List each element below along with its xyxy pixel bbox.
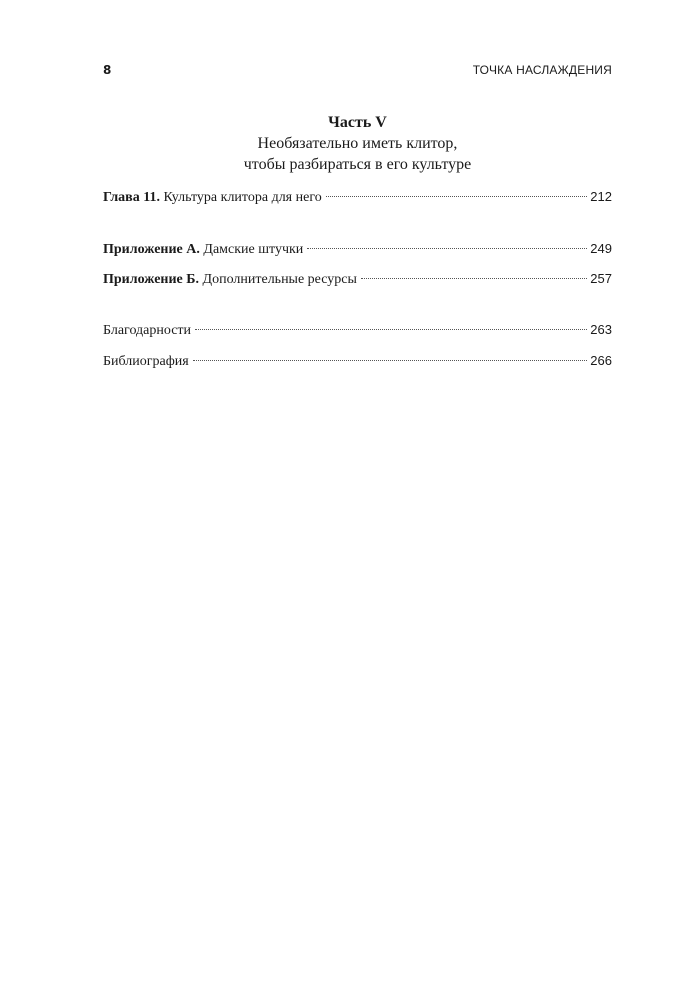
toc-entry-label: Глава 11.: [103, 190, 160, 205]
toc-entry-appendix-a[interactable]: [103, 240, 612, 259]
part-title-line-2: чтобы разбираться в его культуре: [243, 156, 472, 173]
toc-entry-page: 249: [590, 241, 612, 256]
toc-entry-label: Приложение Б.: [103, 272, 200, 287]
toc-entry-text: Культура клитора для него: [163, 190, 322, 205]
toc-entry-acknowledgements[interactable]: [103, 321, 612, 340]
toc-entry-bibliography[interactable]: [103, 352, 612, 371]
toc-entry-label: Приложение А.: [103, 242, 200, 257]
page-number: 8: [103, 63, 112, 77]
toc-entry-text: Дамские штучки: [203, 242, 304, 257]
toc-entry-title: Библиография: [103, 354, 189, 369]
part-title-line-1: Необязательно иметь клитор,: [257, 135, 458, 152]
toc-entry-appendix-b[interactable]: [103, 270, 612, 289]
toc-entry-title: [103, 271, 357, 289]
toc-entry-chapter-11[interactable]: [103, 188, 612, 207]
toc-entry-title: Благодарности: [103, 323, 192, 338]
toc-entry-page: 263: [590, 322, 612, 337]
dot-leader: [361, 278, 587, 279]
part-label: Часть V: [328, 114, 387, 131]
dot-leader: [326, 196, 588, 197]
toc-entry-title: [103, 189, 322, 207]
toc-entry-page: 212: [590, 189, 612, 204]
dot-leader: [195, 329, 587, 330]
dot-leader: [193, 360, 588, 361]
toc-entry-page: 266: [590, 353, 612, 368]
dot-leader: [307, 248, 587, 249]
toc-entry-page: 257: [590, 271, 612, 286]
part-heading: [103, 112, 612, 175]
toc-entry-title: [103, 241, 303, 259]
running-title: ТОЧКА НАСЛАЖДЕНИЯ: [472, 63, 612, 77]
toc-entry-text: Дополнительные ресурсы: [202, 272, 357, 287]
